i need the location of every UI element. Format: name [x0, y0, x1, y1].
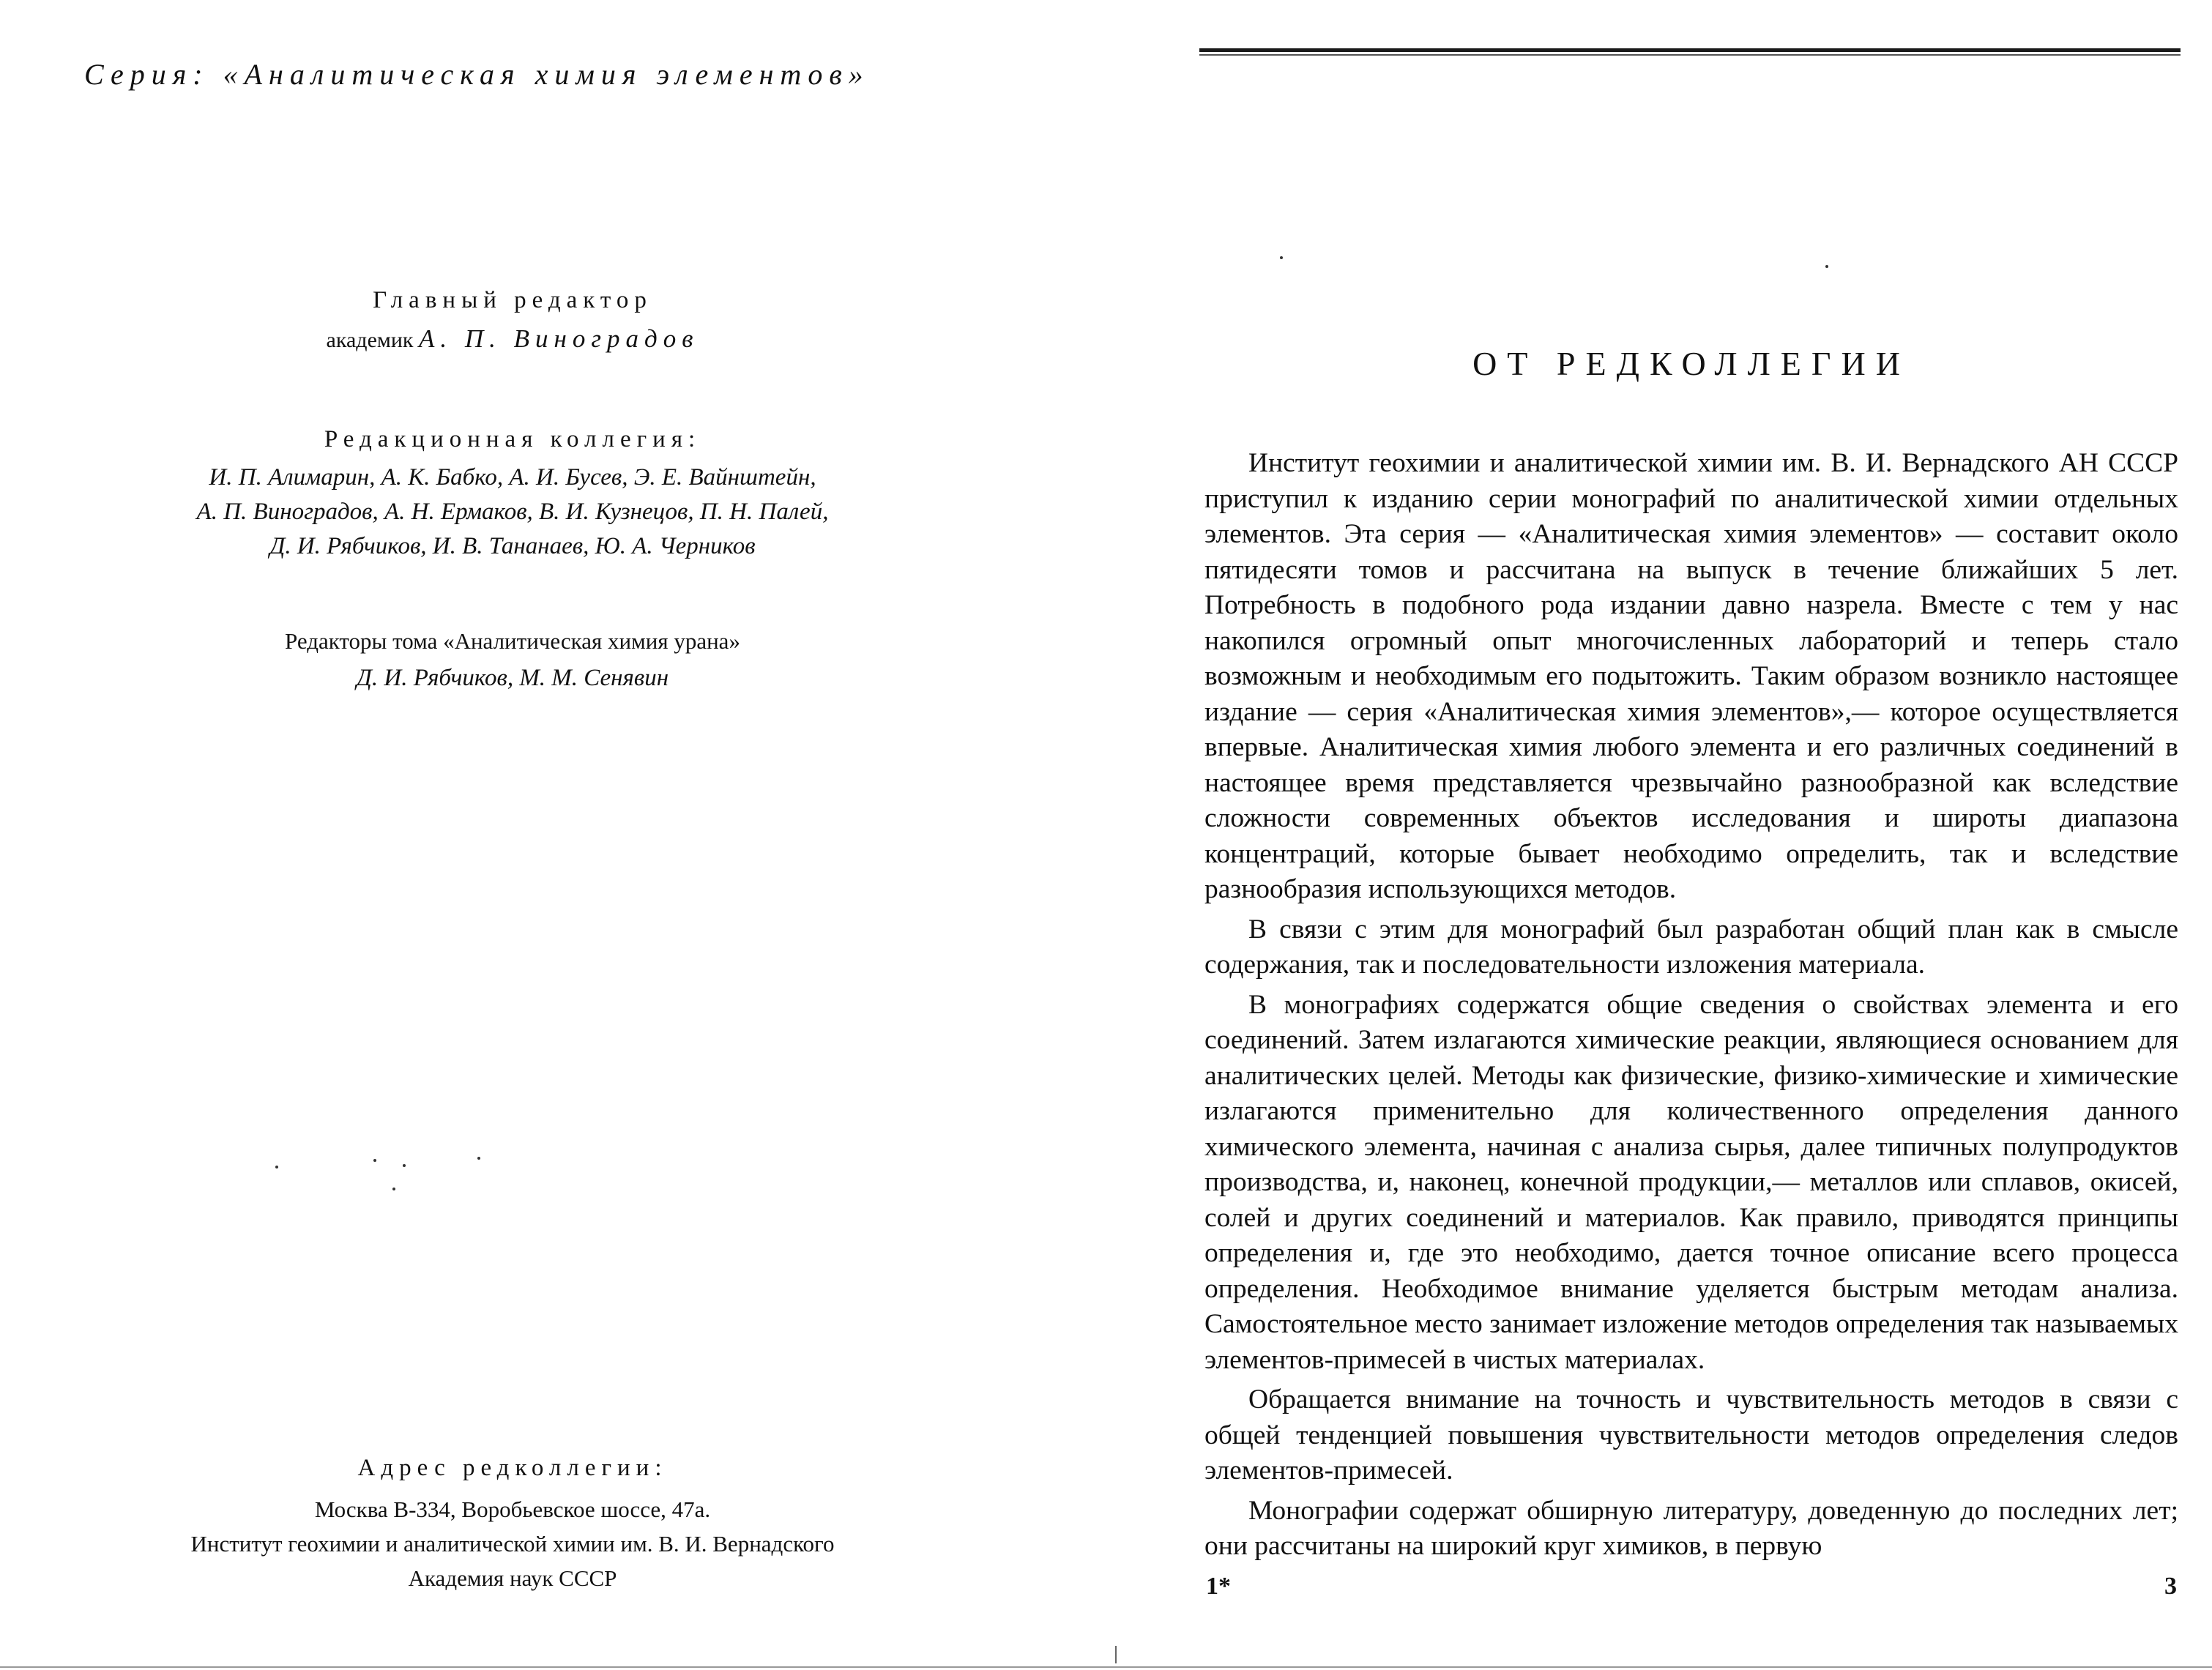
signature-mark: 1*: [1206, 1573, 1231, 1600]
paragraph: В связи с этим для монографий был разработан общий план как в смысле содержания, так и последовательности изложения материала.: [1204, 914, 2178, 980]
editorial-board-label: Редакционная коллегия:: [324, 426, 701, 452]
chief-editor-line: [73, 324, 952, 354]
chief-editor-block: [73, 287, 952, 354]
volume-editors-names: Д. И. Рябчиков, М. М. Сенявин: [356, 665, 669, 691]
address-line: Институт геохимии и аналитической химии им. В. И. Вернадского: [190, 1531, 835, 1557]
paragraph: Институт геохимии и аналитической химии им. В. И. Вернадского АН СССР приступил к изданию серии монографий по аналитической химии отдельных элементов. Эта серия — «Аналитическая химия элементов» — составит около пятидесяти томов и рассчитана на выпуск в течение ближайших 5 лет. Потребность в подобного рода издании давно назрела. Вместе с тем у нас накопился огромный опыт многочисленных лабораторий и теперь стало возможным и необходимым его подытожить. Таким образом возникло настоящее издание — серия «Аналитическая химия элементов»,— которое осуществляется впервые. Аналитическая химия любого элемента и его различных соединений в настоящее время представляется чрезвычайно разнообразной как вследствие сложности современных объектов исследования и широты диапазона концентраций, которые бывает необходимо определить, так и вследствие разнообразия использующихся методов.: [1204, 448, 2178, 904]
page-number: 3: [2164, 1573, 2177, 1600]
chief-editor-title: академик: [326, 328, 414, 352]
editorial-board-members-line: Д. И. Рябчиков, И. В. Тананаев, Ю. А. Черников: [269, 533, 756, 559]
left-page: [0, 0, 1098, 1670]
speck: [403, 1164, 406, 1167]
section-title: ОТ РЕДКОЛЛЕГИИ: [1472, 345, 1910, 382]
address-line: Москва В-334, Воробьевское шоссе, 47а.: [314, 1496, 711, 1522]
speck: [373, 1159, 376, 1162]
speck: [1280, 256, 1283, 259]
paragraph: В монографиях содержатся общие сведения о свойствах элемента и его соединений. Затем излагаются химические реакции, являющиеся основанием для аналитических целей. Методы как физические, физико-химические и химические излагаются применительно для количественного определения данного химического элемента, начиная с анализа сырья, далее типичных полупродуктов производства, и, наконец, конечной продукции,— металлов или сплавов, окисей, солей и других соединений и материалов. Как правило, приводятся принципы определения и, где это необходимо, дается точное описание всего процесса определения. Необходимое внимание уделяется быстрым методам анализа. Самостоятельное место занимает изложение методов определения так называемых элементов-примесей в чистых материалах.: [1204, 989, 2178, 1375]
gutter-mark: [1115, 1646, 1117, 1663]
speck: [477, 1157, 480, 1160]
speck: [1825, 265, 1828, 268]
speck: [275, 1166, 278, 1168]
paragraph: Монографии содержат обширную литературу, доведенную до последних лет; они рассчитаны на широкий круг химиков, в первую: [1204, 1495, 2178, 1561]
editorial-board-block: [73, 426, 952, 564]
address-line: Академия наук СССР: [408, 1565, 617, 1591]
chief-editor-name: А. П. Виноградов: [419, 324, 699, 353]
volume-editors-label: Редакторы тома «Аналитическая химия урана»: [285, 628, 740, 654]
volume-editors-block: [73, 628, 952, 692]
series-title: Серия: «Аналитическая химия элементов»: [84, 58, 870, 91]
address-label: Адрес редколлегии:: [357, 1455, 668, 1481]
right-page: [1172, 0, 2212, 1670]
editorial-board-members-line: А. П. Виноградов, А. Н. Ермаков, В. И. Кузнецов, П. Н. Палей,: [196, 499, 829, 525]
paragraph: Обращается внимание на точность и чувствительность методов в связи с общей тенденцией повышения чувствительности методов определения следов элементов-примесей.: [1204, 1384, 2178, 1486]
top-rule-thin: [1199, 54, 2181, 56]
top-rule: [1199, 48, 2181, 52]
address-block: [73, 1455, 952, 1595]
body-text: [1204, 446, 2178, 1565]
editorial-board-members-line: И. П. Алимарин, А. К. Бабко, А. И. Бусев, Э. Е. Вайнштейн,: [209, 464, 816, 491]
chief-editor-label: Главный редактор: [373, 287, 652, 313]
speck: [392, 1188, 395, 1190]
bottom-edge-rule: [0, 1666, 2212, 1668]
